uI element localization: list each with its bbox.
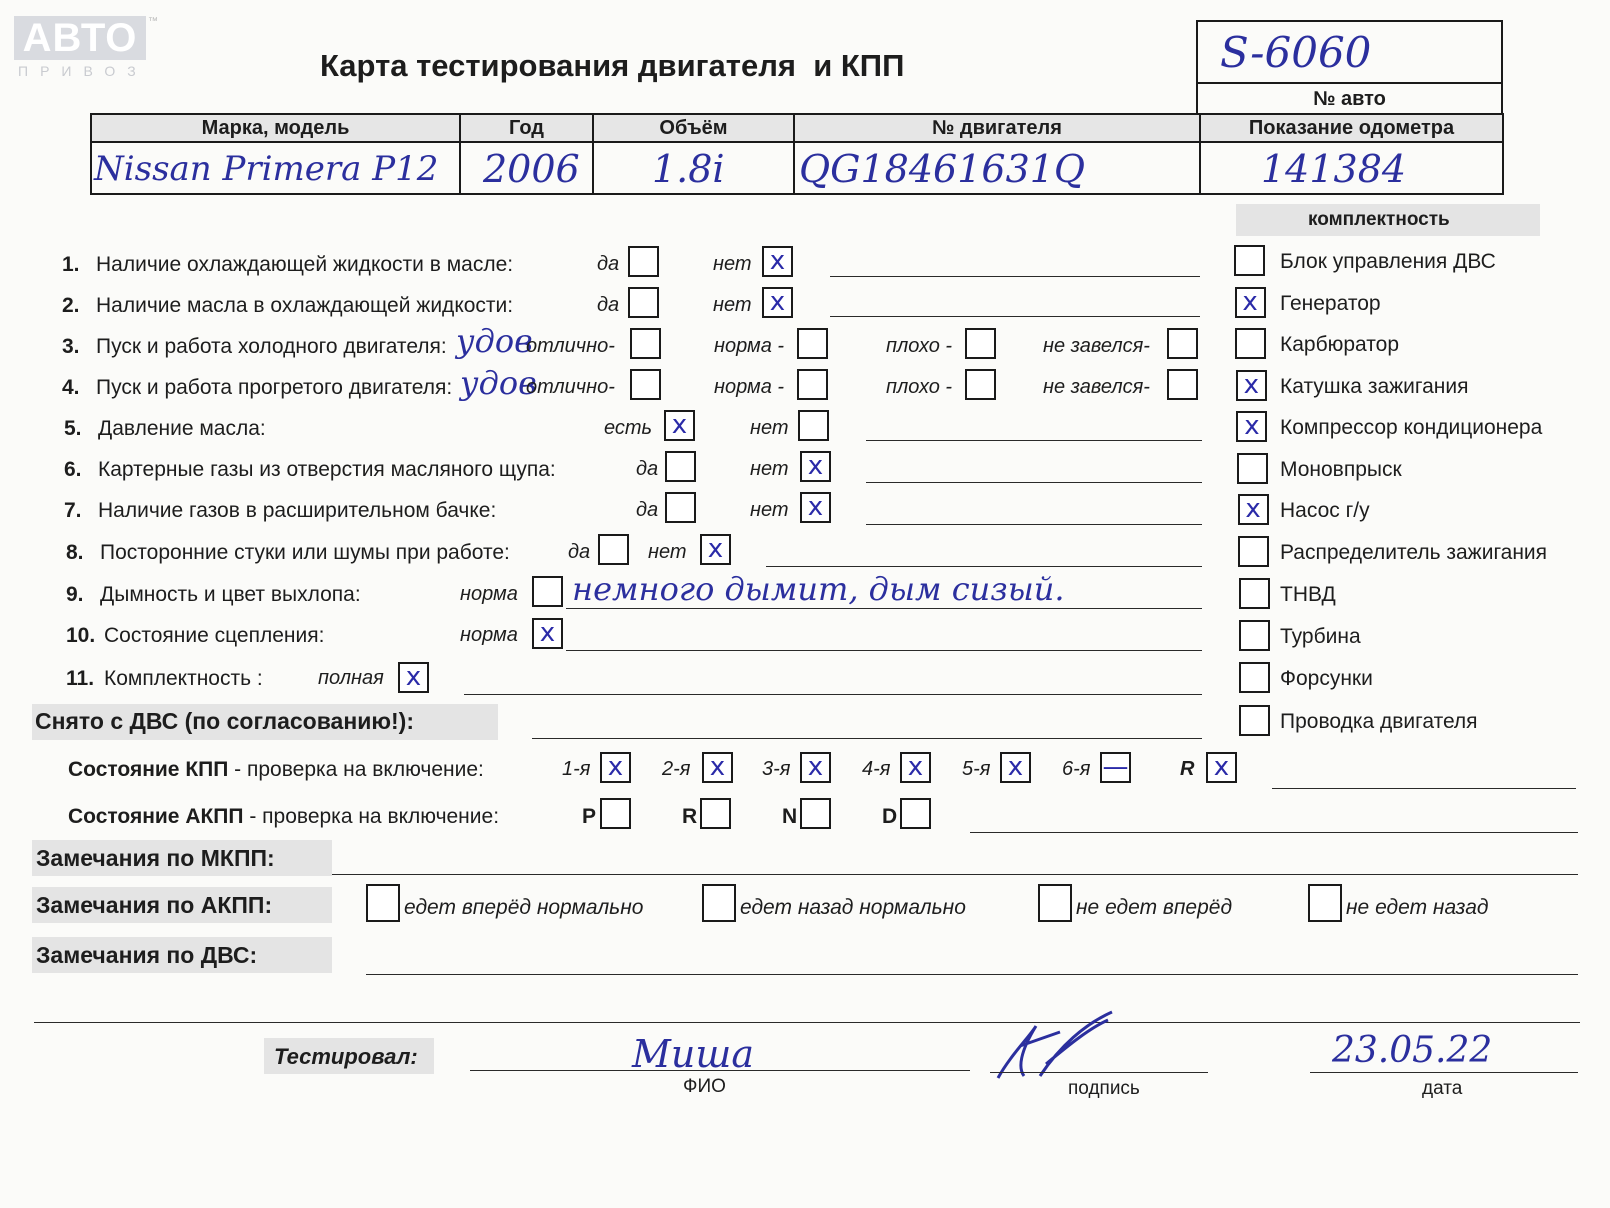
q9-opt1: норма [460,583,518,605]
q3-opt2: норма - [714,335,785,357]
q8-label: Посторонние стуки или шумы при работе: [100,541,510,564]
kpp-gear-checkbox[interactable] [800,752,831,783]
removed-line [532,738,1202,739]
q2-line [830,316,1200,317]
q10-mark: x [539,618,556,648]
engine-label: № двигателя [794,114,1200,142]
komplekt-checkbox[interactable] [1235,328,1266,359]
akpp-position-checkbox[interactable] [800,798,831,829]
logo-sub: ПРИВОЗ [18,63,148,79]
page-title: Карта тестирования двигателя и КПП [320,48,905,83]
komplekt-item-label: Катушка зажигания [1280,375,1469,398]
q8-opt1: да [568,541,591,563]
komplekt-checkbox[interactable] [1238,494,1269,525]
q3-num: 3. [62,335,80,358]
q7-num: 7. [64,499,82,522]
q8-mark-no: x [707,534,724,564]
komplekt-item-label: ТНВД [1280,583,1336,606]
q2-label: Наличие масла в охлаждающей жидкости: [96,294,514,317]
kpp-gear-mark: x [1213,752,1230,782]
q2-mark-no: x [769,287,786,317]
q5-mark-yes: x [671,410,688,440]
signature-caption: подпись [1068,1078,1140,1099]
kpp-gear-label: 5-я [962,758,991,780]
q10-num: 10. [66,624,96,647]
tested-label: Тестировал: [274,1044,418,1069]
komplekt-checkbox[interactable] [1236,411,1267,442]
kpp-gear-checkbox[interactable] [702,752,733,783]
q9-note: немного дымит, дым сизый. [572,570,1065,608]
komplekt-checkbox[interactable] [1236,370,1267,401]
year-label: Год [460,114,593,142]
q5-checkbox-no[interactable] [798,410,829,441]
kpp-gear-mark: x [1007,752,1024,782]
q7-opt2: нет [750,499,789,521]
komplekt-checkbox[interactable] [1238,536,1269,567]
q10-checkbox-normal[interactable] [532,618,563,649]
komplekt-checkbox[interactable] [1239,705,1270,736]
komplekt-mark [1239,620,1270,651]
q8-checkbox-no[interactable] [700,534,731,565]
komplekt-mark: x [1244,411,1260,441]
q8-line [766,566,1202,567]
akpp-label-bold: Состояние АКПП [68,805,244,828]
q4-opt2: норма - [714,376,785,398]
komplekt-mark: x [1242,287,1258,317]
q6-mark-no: x [807,451,824,481]
q2-opt2: нет [713,294,752,316]
removed-label: Снято с ДВС (по согласованию!): [35,708,414,734]
kpp-gear-label: R [1180,758,1195,780]
kpp-gear-label: 3-я [762,758,791,780]
kpp-gear-checkbox[interactable] [1000,752,1031,783]
q3-checkbox-bad[interactable] [965,328,996,359]
q9-label: Дымность и цвет выхлопа: [100,583,361,606]
komplekt-item-label: Насос г/у [1280,499,1370,522]
q4-handwritten: удов [460,364,537,402]
q4-checkbox-normal[interactable] [797,369,828,400]
odometer-value-text: 141384 [1261,147,1407,191]
kpp-gear-label: 1-я [562,758,591,780]
volume-value [593,142,794,194]
akpp-position-label: R [682,805,698,828]
q5-checkbox-yes[interactable] [664,410,695,441]
akpp-remark-label: не едет вперёд [1076,896,1233,919]
kpp-gear-mark: x [907,752,924,782]
vehicle-header-table [90,113,1504,195]
akpp-remark-checkbox[interactable] [366,884,400,922]
q11-line [464,694,1202,695]
q7-checkbox-no[interactable] [800,492,831,523]
name-caption: ФИО [683,1076,726,1097]
komplekt-item-label: Моновпрыск [1280,458,1402,481]
q10-line [566,650,1202,651]
akpp-remark-checkbox[interactable] [702,884,736,922]
q5-label: Давление масла: [98,417,266,440]
q10-opt1: норма [460,624,518,646]
q5-num: 5. [64,417,82,440]
akpp-position-label: D [882,805,898,828]
q1-num: 1. [62,253,80,276]
kpp-gear-label: 4-я [862,758,891,780]
q4-checkbox-bad[interactable] [965,369,996,400]
q5-opt1: есть [604,417,653,439]
q1-opt2: нет [713,253,752,275]
kpp-gear-checkbox[interactable] [900,752,931,783]
q4-checkbox-excellent[interactable] [630,369,661,400]
komplekt-checkbox[interactable] [1239,578,1270,609]
odometer-value [1200,142,1503,194]
q6-opt1: да [636,458,659,480]
komplekt-item-label: Распределитель зажигания [1280,541,1548,564]
komplekt-mark [1235,328,1266,359]
q6-opt2: нет [750,458,789,480]
q6-num: 6. [64,458,82,481]
q4-opt4: не завелся- [1043,376,1150,398]
komplekt-checkbox[interactable] [1234,245,1265,276]
komplekt-checkbox[interactable] [1239,620,1270,651]
q7-opt1: да [636,499,659,521]
brand-value [91,142,460,194]
kpp-gear-checkbox[interactable] [600,752,631,783]
q4-num: 4. [62,376,80,399]
year-value [460,142,593,194]
q2-checkbox-yes[interactable] [628,287,659,318]
logo-tm: ™ [148,16,158,27]
remarks-mkpp-label: Замечания по МКПП: [36,845,275,871]
komplekt-checkbox[interactable] [1239,662,1270,693]
q6-checkbox-yes[interactable] [665,451,696,482]
komplekt-mark [1239,705,1270,736]
q7-label: Наличие газов в расширительном бачке: [98,499,497,522]
komplekt-mark: x [1245,494,1261,524]
q4-opt1: отлично- [526,376,615,398]
akpp-remark-label: едет назад нормально [740,896,966,919]
q10-label: Состояние сцепления: [104,624,325,647]
komplekt-mark [1234,245,1265,276]
q9-checkbox-normal[interactable] [532,576,563,607]
kpp-label-rest: - проверка на включение: [228,758,484,781]
q6-label: Картерные газы из отверстия масляного щупа: [98,458,556,481]
q3-opt4: не завелся- [1043,335,1150,357]
komplekt-mark [1238,536,1269,567]
komplekt-item-label: Турбина [1280,625,1361,648]
q6-line [866,482,1202,483]
komplekt-item-label: Блок управления ДВС [1280,250,1496,273]
remarks-dvs-line [366,974,1578,975]
komplekt-checkbox[interactable] [1237,453,1268,484]
q1-label: Наличие охлаждающей жидкости в масле: [96,253,514,276]
kpp-line [1272,788,1576,789]
kpp-label-bold: Состояние КПП [68,758,229,781]
q7-line [866,524,1202,525]
remarks-dvs-label: Замечания по ДВС: [36,942,258,968]
komplekt-item-label: Карбюратор [1280,333,1400,356]
q11-mark: x [405,662,422,692]
q3-opt3: плохо - [886,335,953,357]
akpp-remark-checkbox[interactable] [1038,884,1072,922]
akpp-position-label: P [582,805,597,828]
auto-number-box [1196,20,1503,116]
odometer-label: Показание одометра [1200,114,1503,142]
komplekt-item-label: Проводка двигателя [1280,710,1478,733]
q3-checkbox-excellent[interactable] [630,328,661,359]
q1-checkbox-no[interactable] [762,246,793,277]
q11-label: Комплектность : [104,667,263,690]
komplekt-mark [1239,662,1270,693]
remarks-akpp-label: Замечания по АКПП: [36,892,273,918]
q9-num: 9. [66,583,84,606]
tester-name: Миша [632,1032,755,1076]
kpp-gear-checkbox[interactable] [1100,752,1131,783]
q4-checkbox-no-start[interactable] [1167,369,1198,400]
komplekt-item-label: Компрессор кондиционера [1280,416,1543,439]
brand-value-text: Nissan Primera P12 [94,149,439,189]
komplekt-checkbox[interactable] [1235,287,1266,318]
volume-label: Объём [593,114,794,142]
logo [14,16,158,80]
name-line [470,1070,970,1071]
komplekt-mark [1237,453,1268,484]
akpp-remark-label: едет вперёд нормально [404,896,644,919]
q2-opt1: да [597,294,620,316]
komplekt-item-label: Форсунки [1280,667,1373,690]
q1-mark-no: x [769,246,786,276]
engine-value-text: QG18461631Q [799,147,1086,191]
komplekt-item-label: Генератор [1280,292,1381,315]
volume-value-text: 1.8i [652,147,725,191]
kpp-gear-label: 6-я [1062,758,1091,780]
q11-checkbox-full[interactable] [398,662,429,693]
test-date: 23.05.22 [1332,1030,1493,1071]
q1-line [830,276,1200,277]
kpp-gear-label: 2-я [662,758,691,780]
remarks-dvs-line-2 [34,1022,1580,1023]
signature-line [990,1072,1208,1073]
q8-opt2: нет [648,541,687,563]
kpp-gear-mark: — [1102,752,1129,782]
engine-value [794,142,1200,194]
logo-main: АВТО [14,16,146,60]
q5-opt2: нет [750,417,789,439]
q9-line [566,608,1202,609]
q6-checkbox-no[interactable] [800,451,831,482]
q2-checkbox-no[interactable] [762,287,793,318]
kpp-label [68,758,484,782]
q2-num: 2. [62,294,80,317]
remarks-mkpp-line [332,874,1578,875]
q1-checkbox-yes[interactable] [628,246,659,277]
q3-checkbox-no-start[interactable] [1167,328,1198,359]
akpp-label-rest: - проверка на включение: [243,805,500,828]
akpp-position-checkbox[interactable] [700,798,731,829]
q3-label: Пуск и работа холодного двигателя: [96,335,447,358]
akpp-position-label: N [782,805,798,828]
brand-label: Марка, модель [91,114,460,142]
akpp-position-checkbox[interactable] [600,798,631,829]
auto-number-label: № авто [1197,83,1502,115]
akpp-remark-checkbox[interactable] [1308,884,1342,922]
kpp-gear-checkbox[interactable] [1206,752,1237,783]
q4-opt3: плохо - [886,376,953,398]
komplekt-mark [1239,578,1270,609]
q8-num: 8. [66,541,84,564]
q11-num: 11. [66,667,95,690]
q7-mark-no: x [807,492,824,522]
q7-checkbox-yes[interactable] [665,492,696,523]
kpp-gear-mark: x [607,752,624,782]
year-value-text: 2006 [483,147,580,191]
akpp-remark-label: не едет назад [1346,896,1489,919]
akpp-label [68,805,499,829]
q8-checkbox-yes[interactable] [598,534,629,565]
akpp-position-checkbox[interactable] [900,798,931,829]
q3-opt1: отлично- [526,335,615,357]
q3-handwritten: удов [456,322,533,360]
date-caption: дата [1422,1078,1463,1099]
q3-checkbox-normal[interactable] [797,328,828,359]
kpp-gear-mark: x [709,752,726,782]
komplekt-title: комплектность [1308,209,1450,230]
auto-number-cell [1197,21,1502,83]
q1-opt1: да [597,253,620,275]
kpp-gear-mark: x [807,752,824,782]
komplekt-mark: x [1243,370,1259,400]
q4-label: Пуск и работа прогретого двигателя: [96,376,453,399]
date-line [1310,1072,1578,1073]
q5-line [866,440,1202,441]
akpp-line [970,832,1578,833]
q11-opt1: полная [318,667,384,689]
auto-number: S-6060 [1220,28,1372,77]
